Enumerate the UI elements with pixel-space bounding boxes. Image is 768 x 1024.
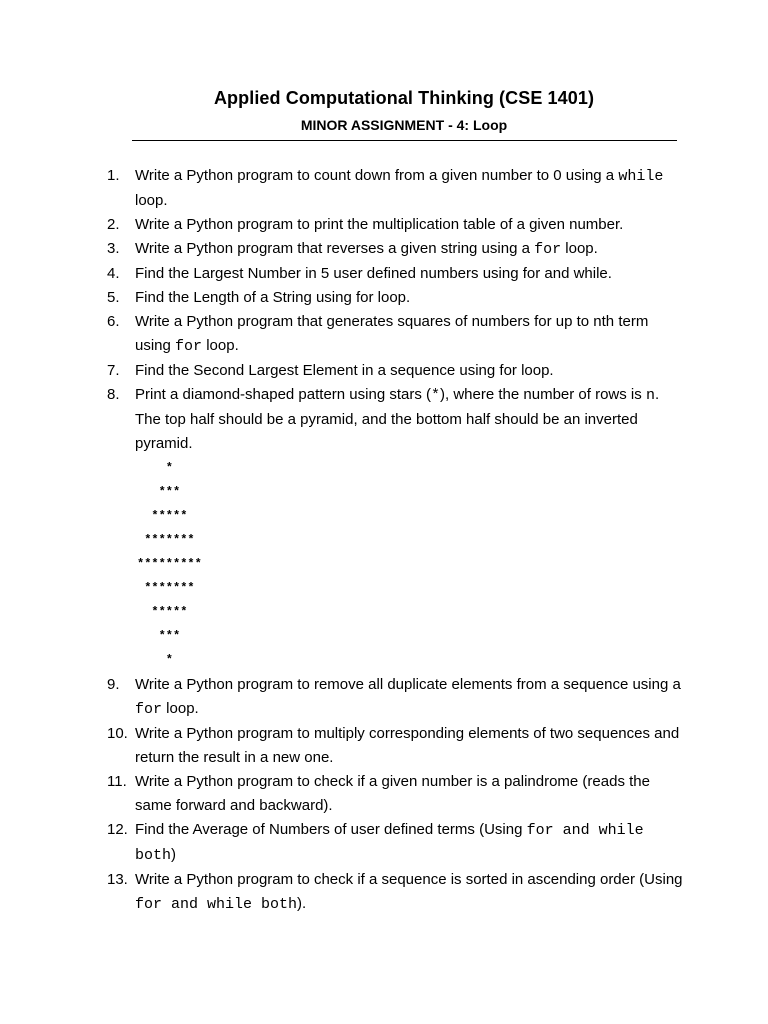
list-item (107, 383, 687, 456)
text-segment: Write a Python program that generates squares of numbers for up to nth term using (135, 313, 649, 354)
text-segment: loop. (162, 700, 199, 717)
document-title: Applied Computational Thinking (CSE 1401) (213, 88, 595, 108)
document-subtitle: MINOR ASSIGNMENT - 4: Loop (300, 117, 508, 133)
text-segment: loop. (561, 240, 598, 257)
item-text (135, 289, 410, 306)
item-text (135, 362, 554, 379)
item-number: 12. (107, 821, 128, 838)
item-number: 3. (107, 240, 120, 257)
text-segment: Find the Length of a String using for loop. (135, 289, 411, 306)
item-number: 7. (107, 362, 120, 379)
item-text (135, 821, 644, 863)
text-segment: Find the Average of Numbers of user defined terms (Using (135, 821, 527, 838)
item-number: 5. (107, 289, 120, 306)
inline-code: n (645, 387, 655, 404)
inline-code: for and while both (135, 822, 644, 864)
item-number: 8. (107, 386, 120, 403)
item-text (135, 216, 623, 233)
diamond-row: *** (137, 629, 181, 643)
item-text (135, 773, 650, 814)
text-segment: Find the Second Largest Element in a sequence using for loop. (135, 362, 554, 379)
title-divider (132, 140, 677, 141)
item-number: 2. (107, 216, 120, 233)
diamond-row: ******* (137, 581, 195, 595)
question-list (107, 164, 687, 917)
item-number: 1. (107, 167, 120, 184)
list-item (107, 213, 687, 237)
text-segment: Write a Python program to print the multiplication table of a given number. (135, 216, 624, 233)
item-text (135, 871, 683, 912)
diamond-row: ******* (137, 533, 195, 547)
list-item (107, 770, 687, 818)
list-item (107, 286, 687, 310)
text-segment: Write a Python program to multiply corresponding elements of two sequences and return the result in a new one. (135, 725, 680, 766)
inline-code: * (431, 387, 441, 404)
inline-code: for and while both (135, 896, 298, 913)
diamond-row: ********* (137, 557, 202, 571)
list-item (107, 722, 687, 770)
list-item (107, 818, 687, 868)
inline-code: for (175, 338, 203, 355)
item-number: 4. (107, 265, 120, 282)
diamond-row: * (137, 653, 174, 667)
diamond-row: ***** (137, 605, 188, 619)
text-segment: Write a Python program to count down from a given number to 0 using a (135, 167, 619, 184)
inline-code: for (534, 241, 562, 258)
item-number: 9. (107, 676, 120, 693)
text-segment: ). (297, 895, 307, 912)
item-number: 10. (107, 725, 128, 742)
item-number: 13. (107, 871, 128, 888)
item-text (135, 386, 659, 452)
item-number: 11. (107, 773, 127, 790)
list-item (107, 673, 687, 722)
diamond-row: *** (137, 485, 181, 499)
text-segment: ), where the number of rows is (440, 386, 646, 403)
diamond-row: ***** (137, 509, 188, 523)
text-segment: Write a Python program that reverses a given string using a (135, 240, 535, 257)
list-item (107, 868, 687, 917)
text-segment: loop. (202, 337, 239, 354)
list-item (107, 310, 687, 359)
text-segment: loop. (135, 192, 168, 209)
text-segment: Write a Python program to remove all duplicate elements from a sequence using a (135, 676, 681, 693)
item-text (135, 676, 681, 717)
inline-code: while (618, 168, 664, 185)
list-item (107, 359, 687, 383)
text-segment: Find the Largest Number in 5 user defined numbers using for and while. (135, 265, 612, 282)
list-item (107, 164, 687, 213)
text-segment: Write a Python program to check if a sequence is sorted in ascending order (Using (135, 871, 683, 888)
text-segment: Write a Python program to check if a given number is a palindrome (reads the same forward and backward). (135, 773, 650, 814)
item-number: 6. (107, 313, 120, 330)
item-text (135, 167, 663, 209)
item-text (135, 265, 612, 282)
item-text (135, 313, 648, 354)
inline-code: for (135, 701, 163, 718)
text-segment: Print a diamond-shaped pattern using stars ( (135, 386, 431, 403)
diamond-row: * (137, 461, 174, 475)
text-segment: ) (171, 846, 177, 863)
text-segment: . The top half should be a pyramid, and the bottom half should be an inverted pyramid. (135, 386, 660, 452)
list-item (107, 237, 687, 262)
item-text (135, 240, 598, 257)
item-text (135, 725, 679, 766)
list-item (107, 262, 687, 286)
diamond-pattern (137, 456, 687, 672)
